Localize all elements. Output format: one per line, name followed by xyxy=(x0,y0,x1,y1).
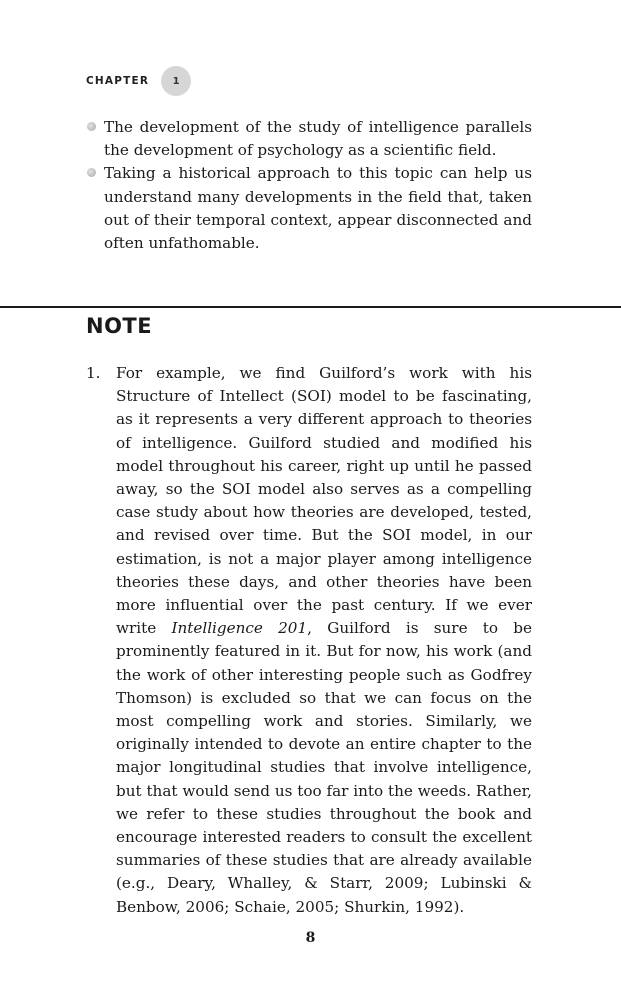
summary-bullet-text: Taking a historical approach to this topic can help us understand many developments in the field that, taken out of their temporal context, appear disconnected and often unfathomable. xyxy=(104,164,532,253)
bullet-dot-icon xyxy=(87,168,96,177)
notes-heading: NOTE xyxy=(86,314,153,338)
note-item xyxy=(86,362,532,919)
summary-bullet-text: The development of the study of intelligence parallels the development of psychology as a scientific field. xyxy=(104,118,532,160)
note-text-part-2: , Guilford is sure to be prominently featured in it. But for now, his work (and the work of other interesting people such as Godfrey Thomson) is excluded so that we can focus on the most compelling work and stories. Similarly, we originally intended to devote an entire chapter to the major longitudinal studies that involve intelligence, but that would send us too far into the weeds. Rather, we refer to these studies throughout the book and encourage interested readers to consult the excellent summaries of these studies that are already available (e.g., Deary, Whalley, & Starr, 2009; Lubinski & Benbow, 2006; Schaie, 2005; Shurkin, 1992). xyxy=(116,619,533,916)
note-text-part-1: For example, we find Guilford’s work with his Structure of Intellect (SOI) model to be fascinating, as it represents a very different approach to theories of intelligence. Guilford studied and modified his model throughout his career, right up until he passed away, so the SOI model also serves as a compelling case study about how theories are developed, tested, and revised over time. But the SOI model, in our estimation, is not a major player among intelligence theories these days, and other theories have been more influential over the past century. If we ever write xyxy=(116,364,532,638)
chapter-header xyxy=(86,66,191,96)
chapter-label: CHAPTER xyxy=(86,75,150,87)
chapter-number-badge: 1 xyxy=(161,66,191,96)
page-number: 8 xyxy=(305,930,316,946)
section-divider xyxy=(0,306,621,308)
note-italic-title: Intelligence 201 xyxy=(171,619,308,638)
bullet-dot-icon xyxy=(87,122,96,131)
note-text xyxy=(116,364,532,916)
note-number: 1. xyxy=(86,364,101,382)
summary-bullet-list xyxy=(86,116,532,255)
notes-list xyxy=(86,362,532,919)
summary-bullet xyxy=(86,116,532,162)
summary-bullet xyxy=(86,162,532,255)
